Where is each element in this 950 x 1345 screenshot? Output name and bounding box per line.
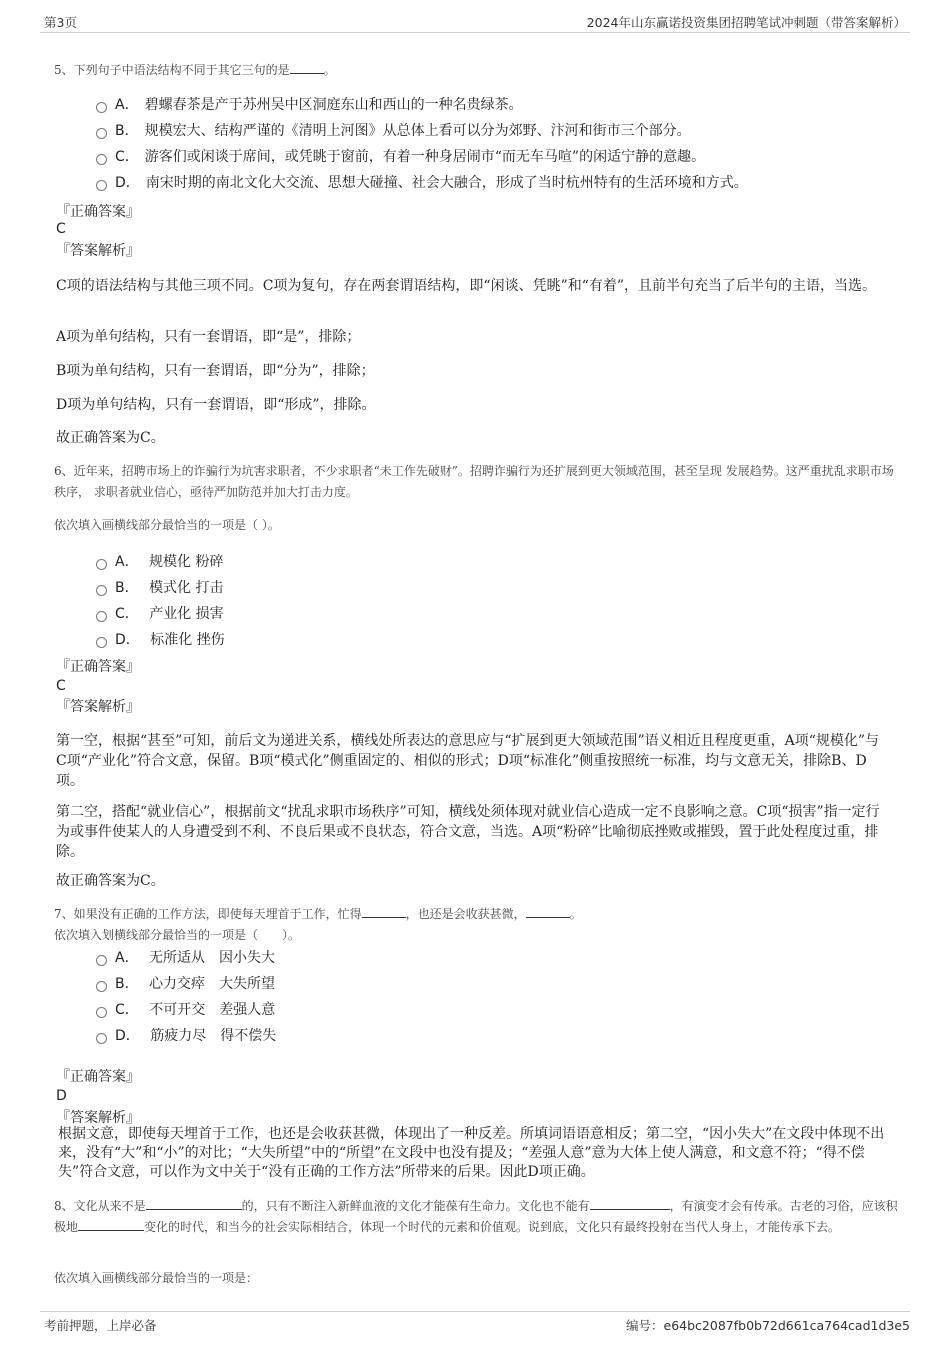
q7-correct-label: 『正确答案』 <box>56 1069 140 1085</box>
q6-analysis-p3: 故正确答案为C。 <box>56 873 165 889</box>
q5-analysis-p4: D项为单句结构，只有一套谓语，即“形成”，排除。 <box>56 397 376 413</box>
option-text: 标准化 挫伤 <box>150 632 225 648</box>
q6-stem: 6、近年来，招聘市场上的诈骗行为坑害求职者，不少求职者“未工作先破财”。招聘诈骗行为还扩展到更大领域范围，甚至呈现 发展趋势。这严重扰乱求职市场秩序， 求职者就业信心，亟待严加防范并加大打击力度。 <box>54 464 894 499</box>
option-letter: A． <box>115 554 139 570</box>
option-text: 碧螺春茶是产于苏州吴中区洞庭东山和西山的一种名贵绿茶。 <box>144 97 523 113</box>
q5-stem-end: 。 <box>323 63 336 77</box>
option-text: 产业化 损害 <box>149 606 224 622</box>
q7-option-b[interactable] <box>96 971 276 997</box>
q6-option-a[interactable] <box>96 549 225 575</box>
q5-option-a[interactable] <box>96 92 748 118</box>
q7-prompt: 依次填入划横线部分最恰当的一项是（ ）。 <box>54 928 301 942</box>
document-code <box>626 1316 910 1334</box>
q8-stem-text: 8、文化从来不是 <box>54 1199 146 1213</box>
radio-icon[interactable] <box>96 611 107 622</box>
radio-icon[interactable] <box>96 102 107 113</box>
radio-icon[interactable] <box>96 585 107 596</box>
option-letter: D． <box>115 632 140 648</box>
radio-icon[interactable] <box>96 559 107 570</box>
code-value: e64bc2087fb0b72d661ca764cad1d3e5 <box>663 1318 910 1333</box>
q5-analysis-label: 『答案解析』 <box>56 243 140 259</box>
option-text: 南宋时期的南北文化大交流、思想大碰撞、社会大融合，形成了当时杭州特有的生活环境和方式。 <box>145 175 748 191</box>
q5-stem-text: 5、下列句子中语法结构不同于其它三句的是 <box>54 63 290 77</box>
q5-analysis-p2: A项为单句结构，只有一套谓语，即“是”，排除； <box>56 329 361 345</box>
q7-analysis: 根据文意，即使每天埋首于工作，也还是会收获甚微，体现出了一种反差。所填词语语意相反；第二空，“因小失大”在文段中体现不出来，没有“大”和“小”的对比；“大失所望”中的“所望”在文段中也没有提及；“差强人意”意为大体上使人满意，和文意不符；“得不偿失”符合文意，可以作为文中关于“没有正确的工作方法”所带来的后果。因此D项正确。 <box>58 1126 885 1180</box>
option-text-2: 大失所望 <box>219 976 276 992</box>
radio-icon[interactable] <box>96 955 107 966</box>
q6-option-d[interactable] <box>96 627 225 653</box>
option-letter: C． <box>115 149 139 165</box>
q8-blank-1 <box>146 1197 242 1210</box>
q6-option-b[interactable] <box>96 575 225 601</box>
option-text-1: 无所适从 <box>149 950 206 966</box>
q6-prompt: 依次填入画横线部分最恰当的一项是（ ）。 <box>54 518 280 532</box>
option-text-1: 筋疲力尽 <box>150 1028 207 1044</box>
q7-stem-mid: ，也还是会收获甚微， <box>405 907 526 921</box>
option-text: 模式化 打击 <box>149 580 224 596</box>
option-letter: D． <box>115 1028 140 1044</box>
q8-stem-mid1: 的，只有不断注入新鲜血液的文化才能葆有生命力。文化也不能有 <box>241 1199 590 1213</box>
q5-analysis-p1: C项的语法结构与其他三项不同。C项为复句，存在两套谓语结构，即“闲谈、凭眺”和“有着”，且前半句充当了后半句的主语，当选。 <box>56 278 877 294</box>
q6-analysis-p2: 第二空，搭配“就业信心”，根据前文“扰乱求职市场秩序”可知，横线处须体现对就业信心造成一定不良影响之意。C项“损害”指一定行为或事件使某人的人身遭受到不利、不良后果或不良状态，符合文意，当选。A项“粉碎”比喻彻底挫败或摧毁，置于此处程度过重，排除。 <box>56 804 880 860</box>
q7-answer: D <box>56 1088 67 1104</box>
q5-analysis-p5: 故正确答案为C。 <box>56 430 165 446</box>
option-text: 规模化 粉碎 <box>149 554 224 570</box>
q5-correct-label: 『正确答案』 <box>56 204 140 220</box>
q6-analysis-label: 『答案解析』 <box>56 699 140 715</box>
option-letter: D． <box>115 175 140 191</box>
q8-prompt: 依次填入画横线部分最恰当的一项是： <box>54 1271 259 1285</box>
q5-blank <box>290 61 324 74</box>
radio-icon[interactable] <box>96 128 107 139</box>
q7-option-d[interactable] <box>96 1023 276 1049</box>
option-letter: A． <box>115 97 139 113</box>
radio-icon[interactable] <box>96 1033 107 1044</box>
q5-stem <box>54 60 899 81</box>
radio-icon[interactable] <box>96 637 107 648</box>
code-label: 编号： <box>626 1318 664 1333</box>
q7-options <box>96 945 276 1049</box>
document-title: 2024年山东赢诺投资集团招聘笔试冲刺题（带答案解析） <box>586 15 906 30</box>
q7-stem-end: 。 <box>569 907 582 921</box>
option-letter: B． <box>115 976 139 992</box>
q6-correct-label: 『正确答案』 <box>56 659 140 675</box>
footer-slogan: 考前押题，上岸必备 <box>44 1318 157 1333</box>
q8-stem <box>54 1196 899 1238</box>
q8-blank-2 <box>590 1197 670 1210</box>
option-text-1: 心力交瘁 <box>149 976 206 992</box>
option-letter: B． <box>115 123 139 139</box>
option-text-1: 不可开交 <box>149 1002 206 1018</box>
q8-stem-mid2: ，有演变才会有传承。古老的习俗，应该积极地 <box>54 1199 898 1234</box>
q6-answer: C <box>56 678 66 694</box>
q6-option-c[interactable] <box>96 601 225 627</box>
option-text: 游客们或闲谈于席间，或凭眺于窗前，有着一种身居闹市“而无车马喧”的闲适宁静的意趣。 <box>144 149 706 165</box>
q7-stem <box>54 904 899 925</box>
q7-analysis-label: 『答案解析』 <box>56 1110 140 1126</box>
q5-option-d[interactable] <box>96 170 748 196</box>
q7-option-a[interactable] <box>96 945 276 971</box>
q8-blank-3 <box>78 1218 144 1231</box>
option-text: 规模宏大、结构严谨的《清明上河图》从总体上看可以分为郊野、汴河和街市三个部分。 <box>144 123 691 139</box>
q5-option-b[interactable] <box>96 118 748 144</box>
page-header <box>40 10 910 33</box>
radio-icon[interactable] <box>96 180 107 191</box>
q7-stem-text: 7、如果没有正确的工作方法，即使每天埋首于工作，忙得 <box>54 907 362 921</box>
q7-blank-1 <box>362 905 406 918</box>
q6-analysis-p1: 第一空，根据“甚至”可知，前后文为递进关系，横线处所表达的意思应与“扩展到更大领域范围”语义相近且程度更重，A项“规模化”与C项“产业化”符合文意，保留。B项“模式化”侧重固定的、相似的形式；D项“标准化”侧重按照统一标准，均与文意无关，排除B、D项。 <box>56 733 880 789</box>
page-footer <box>40 1311 910 1338</box>
q5-option-c[interactable] <box>96 144 748 170</box>
radio-icon[interactable] <box>96 1007 107 1018</box>
option-letter: C． <box>115 606 139 622</box>
option-text-2: 得不偿失 <box>220 1028 277 1044</box>
q6-options <box>96 549 225 653</box>
q5-analysis-p3: B项为单句结构，只有一套谓语，即“分为”，排除； <box>56 363 375 379</box>
q8-stem-end: 变化的时代，和当今的社会实际相结合，体现一个时代的元素和价值观。说到底，文化只有最终投射在当代人身上，才能传承下去。 <box>144 1220 841 1234</box>
q7-option-c[interactable] <box>96 997 276 1023</box>
radio-icon[interactable] <box>96 981 107 992</box>
option-letter: B． <box>115 580 139 596</box>
page-number: 第3页 <box>44 15 77 30</box>
q7-blank-2 <box>526 905 570 918</box>
radio-icon[interactable] <box>96 154 107 165</box>
q5-options <box>96 92 748 196</box>
option-text-2: 因小失大 <box>219 950 276 966</box>
option-letter: C． <box>115 1002 139 1018</box>
option-text-2: 差强人意 <box>219 1002 276 1018</box>
option-letter: A． <box>115 950 139 966</box>
q5-answer: C <box>56 221 66 237</box>
